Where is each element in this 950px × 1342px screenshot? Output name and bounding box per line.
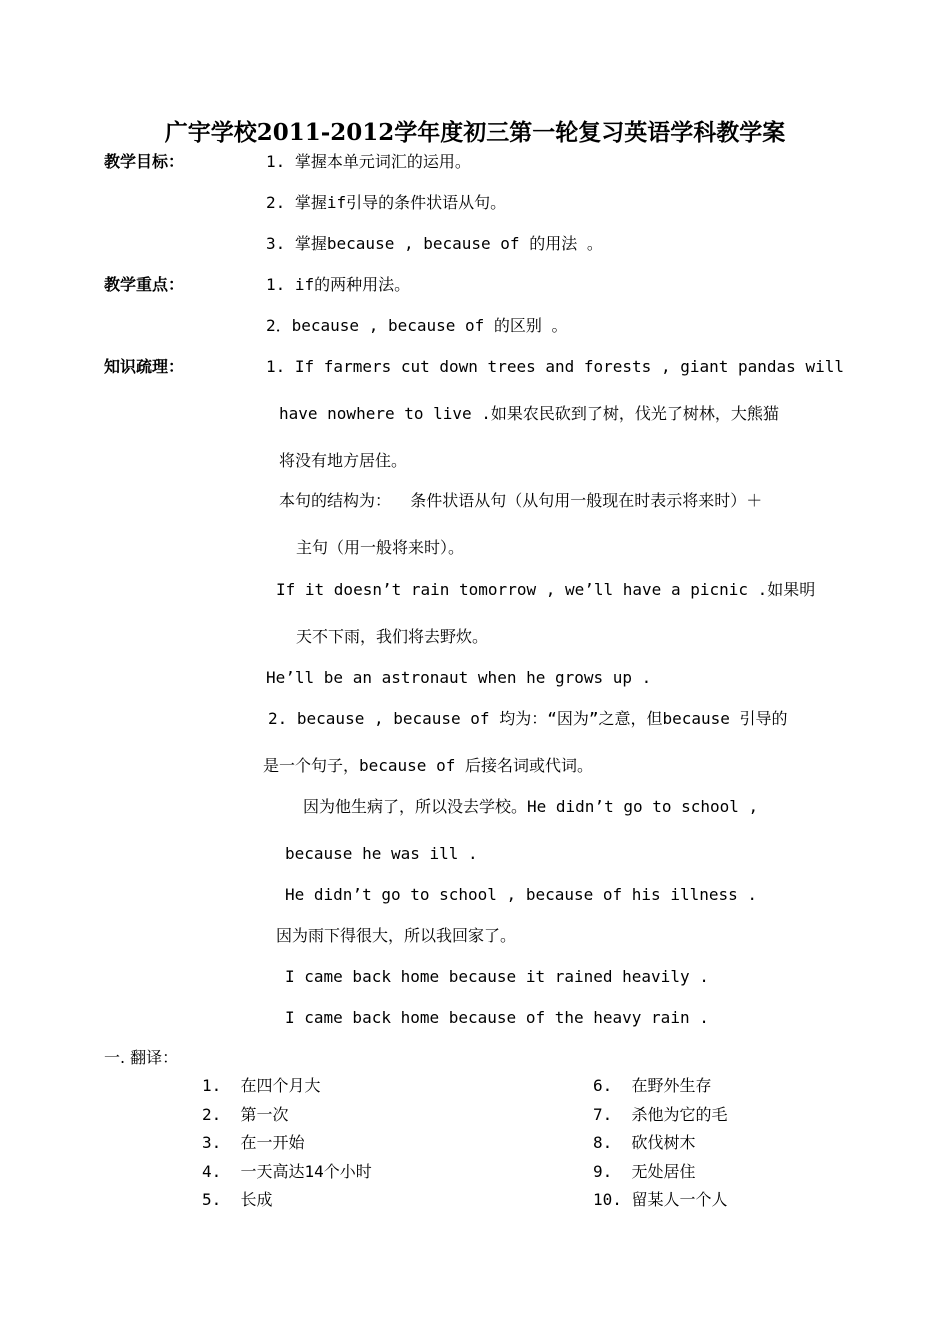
knowledge-line: I came back home because of the heavy rain .	[285, 1008, 709, 1027]
objective-item: 3. 掌握because , because of 的用法 。	[266, 234, 603, 253]
objective-item: 1. 掌握本单元词汇的运用。	[266, 152, 471, 171]
knowledge-line: 因为他生病了，所以没去学校。He didn’t go to school ,	[303, 797, 759, 816]
objectives-label: 教学目标：	[104, 152, 185, 171]
knowledge-line: 2. because , because of 均为：“因为”之意，但because 引导的	[268, 709, 788, 728]
translation-item: 4. 一天高达14个小时	[202, 1162, 372, 1181]
knowledge-line: have nowhere to live .如果农民砍到了树，伐光了树林，大熊猫	[279, 404, 779, 423]
knowledge-line: 将没有地方居住。	[279, 451, 408, 470]
knowledge-line: 是一个句子，because of 后接名词或代词。	[263, 756, 593, 775]
objective-item: 2. 掌握if引导的条件状语从句。	[266, 193, 507, 212]
knowledge-line: because he was ill .	[285, 844, 478, 863]
translation-item: 3. 在一开始	[202, 1133, 305, 1152]
translation-item: 7. 杀他为它的毛	[593, 1105, 728, 1124]
knowledge-line: 主句（用一般将来时）。	[296, 538, 465, 557]
knowledge-line: 本句的结构为： 条件状语从句（从句用一般现在时表示将来时）＋	[279, 491, 763, 510]
translation-item: 2. 第一次	[202, 1105, 289, 1124]
knowledge-line: 1. If farmers cut down trees and forests , giant pandas will	[266, 357, 844, 376]
translation-item: 9. 无处居住	[593, 1162, 696, 1181]
key-point-item: 2．because , because of 的区别 。	[266, 316, 568, 335]
page-title: 广宇学校2011-2012学年度初三第一轮复习英语学科教学案	[164, 119, 786, 146]
translation-item: 5. 长成	[202, 1190, 273, 1209]
key-points-label: 教学重点：	[104, 275, 185, 294]
knowledge-label: 知识疏理：	[104, 357, 185, 376]
translation-heading: 一. 翻译：	[104, 1048, 179, 1067]
translation-item: 10. 留某人一个人	[593, 1190, 728, 1209]
translation-item: 1. 在四个月大	[202, 1076, 321, 1095]
key-point-item: 1. if的两种用法。	[266, 275, 411, 294]
knowledge-line: He didn’t go to school , because of his illness .	[285, 885, 758, 904]
knowledge-line: If it doesn’t rain tomorrow , we’ll have a picnic .如果明	[276, 580, 816, 599]
knowledge-line: 天不下雨，我们将去野炊。	[296, 627, 489, 646]
translation-item: 6. 在野外生存	[593, 1076, 712, 1095]
translation-item: 8. 砍伐树木	[593, 1133, 696, 1152]
knowledge-line: He’ll be an astronaut when he grows up .	[266, 668, 652, 687]
knowledge-line: 因为雨下得很大，所以我回家了。	[276, 926, 517, 945]
knowledge-line: I came back home because it rained heavily .	[285, 967, 709, 986]
